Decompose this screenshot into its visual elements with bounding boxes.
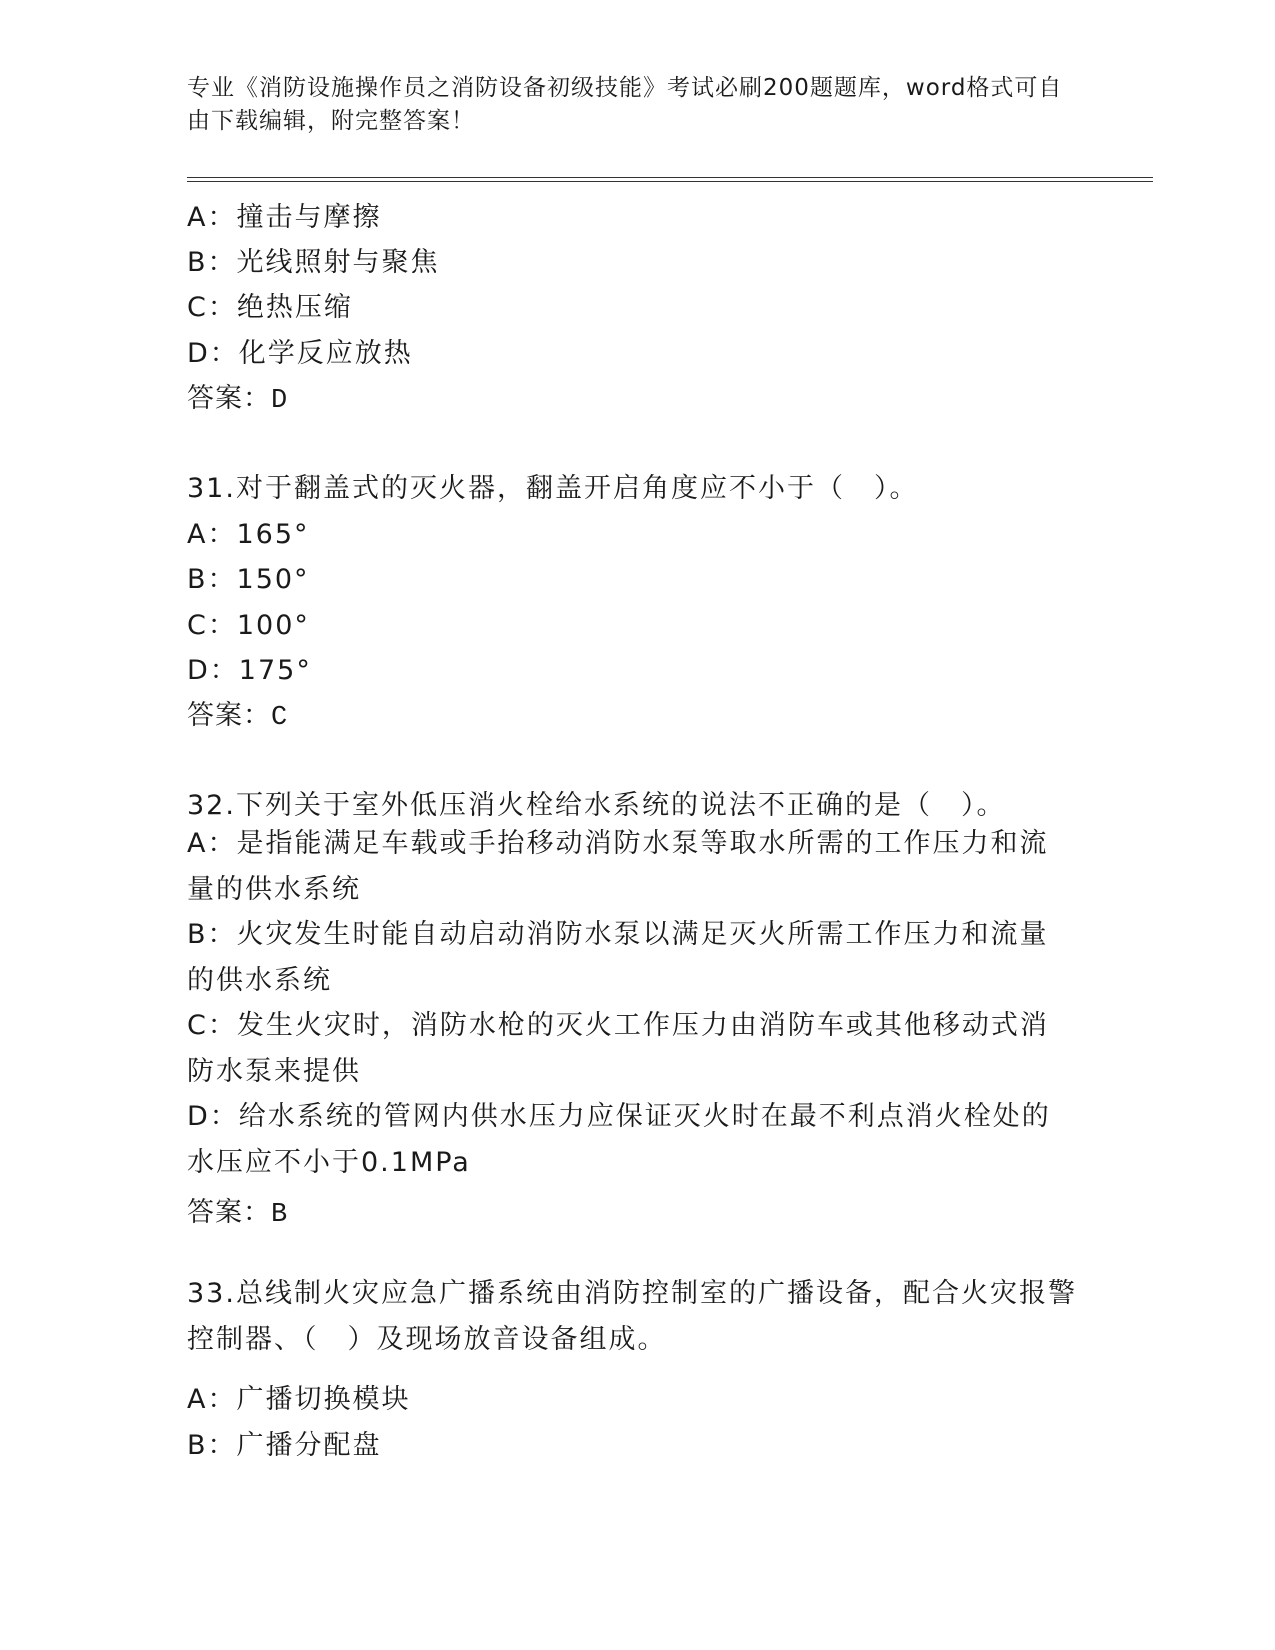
q32-option-a: A：是指能满足车载或手抬移动消防水泵等取水所需的工作压力和流量的供水系统: [187, 828, 1049, 905]
q31-answer: [187, 693, 288, 733]
q30-option-c: C：绝热压缩: [187, 292, 353, 323]
q31-option-d: D：175°: [187, 655, 312, 686]
q30-option-d: D：化学反应放热: [187, 338, 413, 369]
q31-answer-label: 答案：: [187, 700, 271, 731]
q31-option-c: C：100°: [187, 610, 310, 641]
document-header: 专业《消防设施操作员之消防设备初级技能》考试必刷200题题库，word格式可自由下载编辑，附完整答案！: [187, 75, 1063, 134]
q30-answer-label: 答案：: [187, 383, 271, 414]
q31-option-b: B：150°: [187, 564, 310, 595]
q30-option-a: A：撞击与摩擦: [187, 202, 382, 233]
q32-answer-letter: B: [271, 1200, 289, 1230]
q32-question: 32.下列关于室外低压消火栓给水系统的说法不正确的是（ ）。: [187, 790, 1006, 821]
q30-option-b: B：光线照射与聚焦: [187, 247, 440, 278]
q33-option-b: B：广播分配盘: [187, 1430, 382, 1461]
q32-option-b: B：火灾发生时能自动启动消防水泵以满足灭火所需工作压力和流量的供水系统: [187, 919, 1049, 996]
q32-option-d: D：给水系统的管网内供水压力应保证灭火时在最不利点消火栓处的水压应不小于0.1MPa: [187, 1101, 1051, 1178]
q30-answer-letter: D: [271, 386, 289, 416]
q32-answer-label: 答案：: [187, 1197, 271, 1228]
q33-option-a: A：广播切换模块: [187, 1384, 411, 1415]
q31-question: 31.对于翻盖式的灭火器，翻盖开启角度应不小于（ ）。: [187, 473, 919, 504]
q32-option-c: C：发生火灾时，消防水枪的灭火工作压力由消防车或其他移动式消防水泵来提供: [187, 1010, 1049, 1087]
q31-answer-letter: C: [271, 703, 289, 733]
header-rule-top: [187, 177, 1153, 178]
header-rule-bottom: [187, 181, 1153, 182]
q33-question: 33.总线制火灾应急广播系统由消防控制室的广播设备，配合火灾报警控制器、（ ）及现场放音设备组成。: [187, 1278, 1077, 1355]
q30-answer: [187, 376, 288, 416]
q32-answer: [187, 1190, 288, 1230]
q31-option-a: A：165°: [187, 519, 310, 550]
